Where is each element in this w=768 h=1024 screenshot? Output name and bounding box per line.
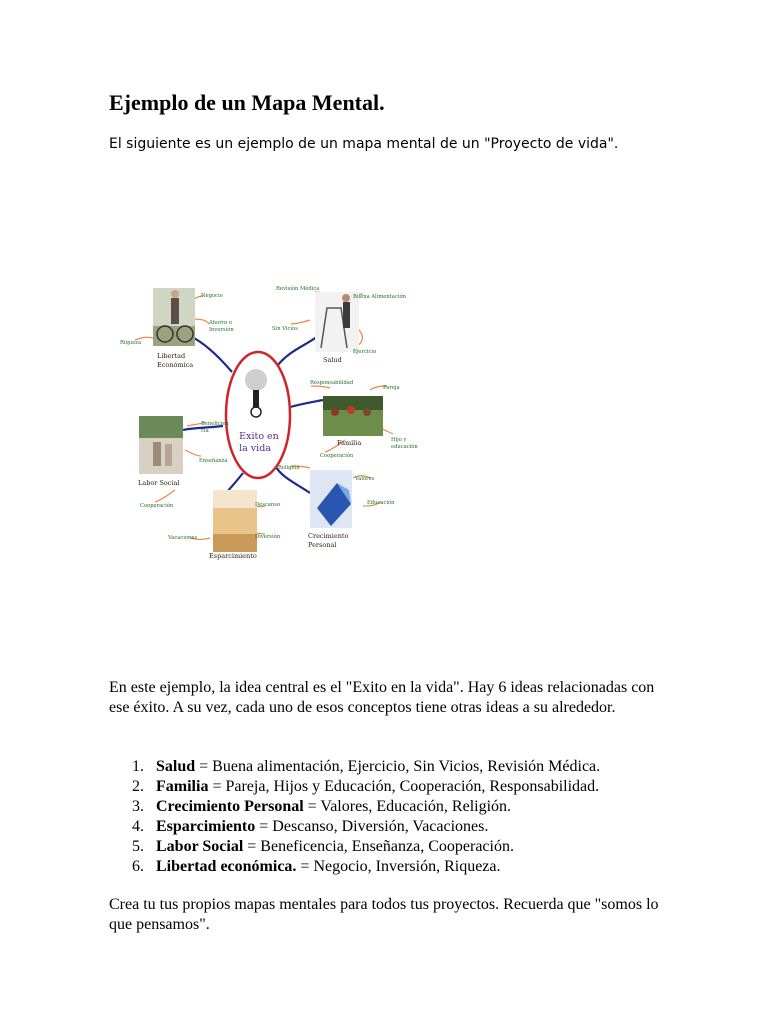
leaf-beneficencia-line-2: cia: [201, 428, 209, 434]
center-label-line-1: Exito en: [239, 431, 279, 442]
photo-salud: [315, 292, 359, 352]
list-item-details: = Buena alimentación, Ejercicio, Sin Vicios, Revisión Médica.: [195, 758, 601, 775]
node-familia: Familia: [337, 439, 362, 447]
leaf-riqueza: Riqueza: [120, 340, 142, 346]
leaf-religion: Religión: [278, 465, 300, 471]
list-item-number: 4.: [132, 818, 144, 835]
page-subtitle: El siguiente es un ejemplo de un mapa mental de un "Proyecto de vida".: [109, 136, 619, 152]
leaf-beneficencia-line-1: Beneficien: [201, 421, 229, 427]
connector-cooperacion-lab: [155, 490, 175, 502]
node-labor: Labor Social: [138, 479, 180, 487]
list-item-number: 5.: [132, 838, 144, 855]
closing-paragraph: Crea tu tus propios mapas mentales para todos tus proyectos. Recuerda que "somos lo que pensamos".: [109, 896, 659, 933]
node-salud: Salud: [323, 356, 342, 364]
list-item-number: 6.: [132, 858, 144, 875]
list-item: [109, 777, 600, 797]
list-item-term: Familia: [156, 778, 209, 795]
branch-libertad: [190, 336, 232, 372]
leaf-cooperacion-familia: Cooperación: [320, 453, 354, 459]
list-item-term: Libertad económica.: [156, 858, 297, 875]
leaf-revision: Revisión Médica: [276, 286, 320, 292]
leaf-hijos-line-2: educación: [391, 444, 418, 450]
photo-familia: [323, 396, 383, 436]
list-item-details: = Beneficencia, Enseñanza, Cooperación.: [243, 838, 514, 855]
mind-map-svg: [105, 278, 435, 568]
list-item: [109, 837, 600, 857]
node-libertad-line-1: Libertad: [157, 352, 186, 360]
leaf-responsabilidad: Responsabilidad: [310, 380, 354, 386]
list-item-number: 2.: [132, 778, 144, 795]
branch-salud: [277, 336, 318, 366]
node-esparcimiento: Esparcimiento: [209, 552, 257, 560]
list-item-number: 3.: [132, 798, 144, 815]
leaf-alimentacion: Buena Alimentación: [353, 294, 406, 300]
leaf-pareja: Pareja: [383, 385, 400, 391]
leaf-ensenanza: Enseñanza: [199, 458, 228, 464]
leaf-sinvicios: Sin Vicios: [272, 326, 298, 332]
list-item-term: Labor Social: [156, 838, 244, 855]
mind-map-figure: [105, 278, 435, 568]
list-item: [109, 757, 600, 777]
list-item-details: = Descanso, Diversión, Vacaciones.: [255, 818, 489, 835]
leaf-ahorro-line-1: Ahorro e: [209, 320, 233, 326]
photo-labor: [139, 416, 183, 474]
leaf-cooperacion-labor: Cooperación: [140, 503, 174, 509]
leaf-descanso: Descanso: [255, 502, 281, 508]
photo-libertad: [153, 288, 195, 346]
node-crecimiento-line-2: Personal: [308, 541, 337, 549]
center-label-line-2: la vida: [239, 443, 271, 454]
leaf-valores: Valores: [355, 476, 375, 482]
photo-esparcimiento: [213, 490, 257, 552]
node-crecimiento-line-1: Crecimiento: [308, 532, 349, 540]
photo-crecimiento: [310, 470, 352, 528]
list-item-term: Salud: [156, 758, 196, 775]
leaf-negocio: Negocio: [201, 293, 223, 299]
list-item: [109, 857, 600, 877]
leaf-ejercicio: Ejercicio: [353, 349, 377, 355]
leaf-vacaciones: Vacaciones: [168, 535, 198, 541]
intro-paragraph: En este ejemplo, la idea central es el "Exito en la vida". Hay 6 ideas relacionadas con ese éxito. A su vez, cada uno de esos conceptos tiene otras ideas a su alrededor.: [109, 679, 655, 716]
list-item: [109, 817, 600, 837]
list-item-term: Crecimiento Personal: [156, 798, 304, 815]
center-node: [226, 352, 290, 478]
node-libertad-line-2: Económica: [157, 361, 194, 369]
list-item-details: = Pareja, Hijos y Educación, Cooperación, Responsabilidad.: [208, 778, 600, 795]
list-item-details: = Negocio, Inversión, Riqueza.: [296, 858, 501, 875]
page-title: Ejemplo de un Mapa Mental.: [109, 90, 385, 115]
ideas-list: [109, 757, 600, 877]
list-item-term: Esparcimiento: [156, 818, 256, 835]
leaf-hijos-line-1: Hijo y: [391, 437, 407, 443]
list-item: [109, 797, 600, 817]
leaf-diversion: Diversión: [255, 534, 281, 540]
connector-ensenanza: [185, 450, 201, 456]
leaf-educacion: Educación: [367, 500, 395, 506]
connector-responsabilidad: [311, 386, 330, 388]
list-item-number: 1.: [132, 758, 144, 775]
branch-familia: [287, 400, 323, 408]
connector-sinvicios: [291, 320, 310, 324]
leaf-ahorro-line-2: Inversión: [209, 327, 234, 333]
list-item-details: = Valores, Educación, Religión.: [303, 798, 512, 815]
